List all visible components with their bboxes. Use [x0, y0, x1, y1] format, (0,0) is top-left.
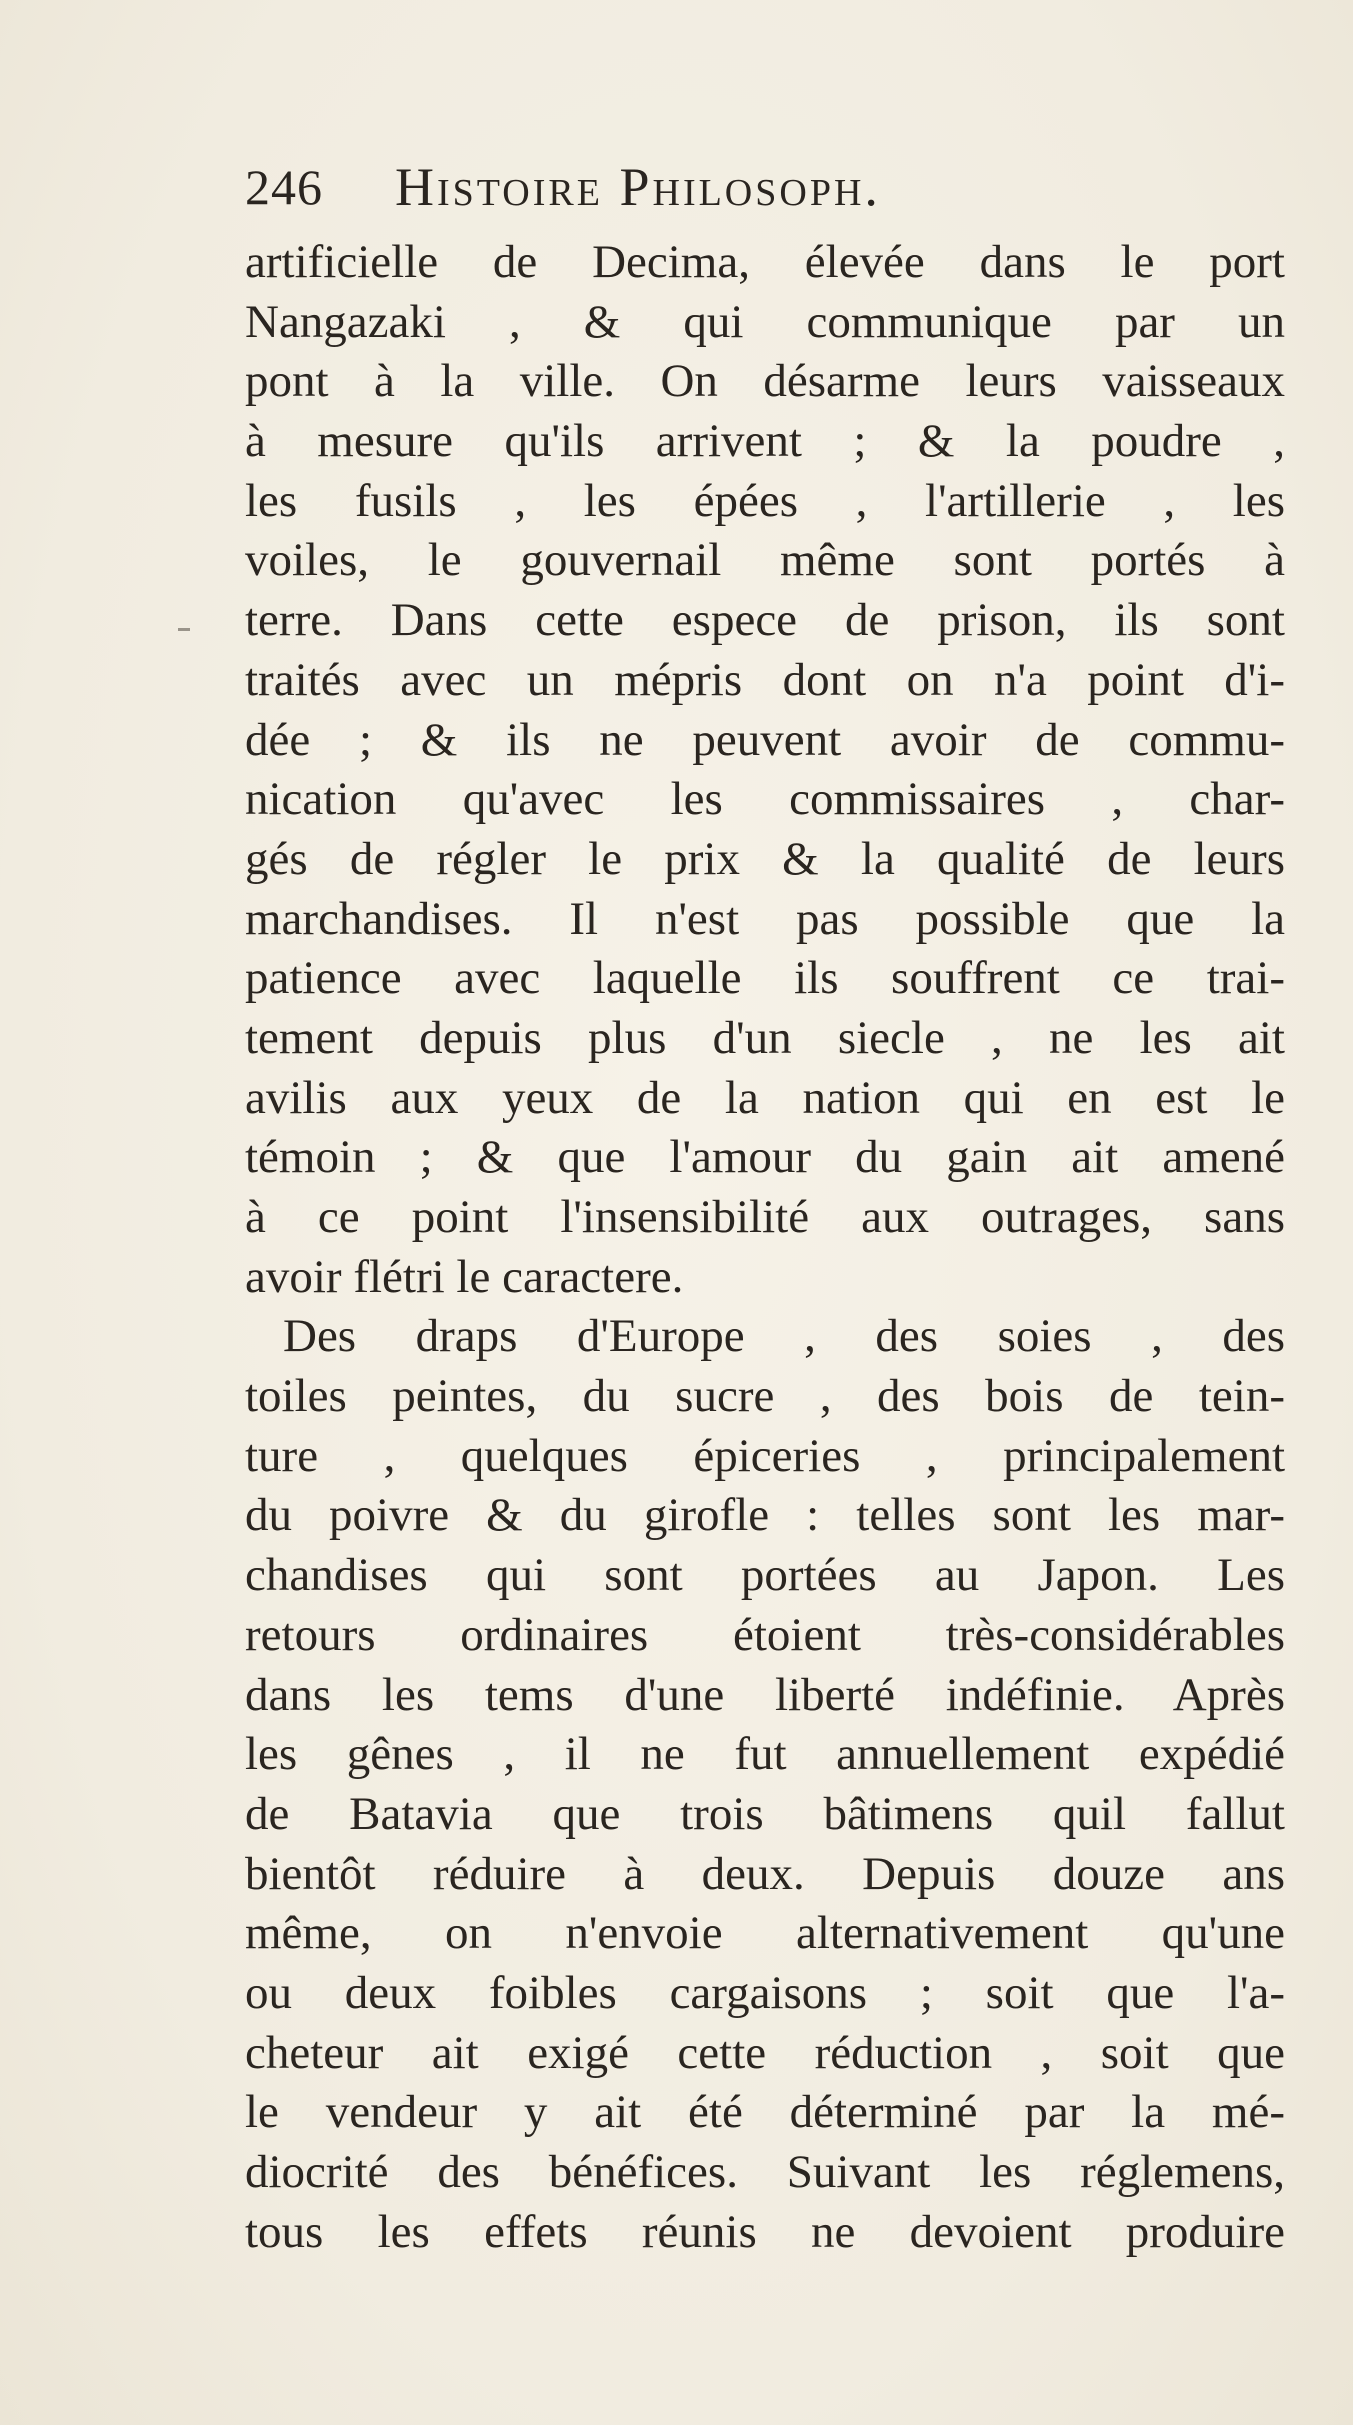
text-line: le vendeur y ait été déterminé par la mé- [245, 2086, 1285, 2139]
text-line: toiles peintes, du sucre , des bois de tein- [245, 1370, 1285, 1423]
text-line: tous les effets réunis ne devoient produire [245, 2205, 1285, 2258]
text-line: voiles, le gouvernail même sont portés à [245, 534, 1285, 587]
text-line: avilis aux yeux de la nation qui en est le [245, 1071, 1285, 1124]
text-line: artificielle de Decima, élevée dans le port [245, 236, 1285, 288]
running-head: Histoire Philosoph. [395, 157, 881, 217]
paragraph-end-line: avoir flétri le caractere. [245, 1250, 684, 1303]
text-line: à mesure qu'ils arrivent ; & la poudre , [245, 415, 1285, 468]
text-line: dée ; & ils ne peuvent avoir de commu- [245, 713, 1285, 766]
margin-mark [178, 628, 190, 631]
text-line: bientôt réduire à deux. Depuis douze ans [245, 1847, 1285, 1900]
text-line: à ce point l'insensibilité aux outrages, sans [245, 1191, 1285, 1243]
text-line: tement depuis plus d'un siecle , ne les ait [245, 1011, 1285, 1064]
text-line: retours ordinaires étoient très-considérables [245, 1608, 1285, 1661]
text-line: diocrité des bénéfices. Suivant les réglemens, [245, 2146, 1285, 2198]
text-line: pont à la ville. On désarme leurs vaisseaux [245, 355, 1285, 408]
text-line: les fusils , les épées , l'artillerie , les [245, 474, 1285, 527]
page-number: 246 [245, 159, 323, 215]
text-line: patience avec laquelle ils souffrent ce trai- [245, 952, 1285, 1005]
text-line: marchandises. Il n'est pas possible que la [245, 892, 1285, 945]
text-line: de Batavia que trois bâtimens quil fallut [245, 1787, 1285, 1840]
page-header [245, 150, 1285, 222]
text-line: témoin ; & que l'amour du gain ait amené [245, 1131, 1285, 1184]
text-line: du poivre & du girofle : telles sont les mar- [245, 1489, 1285, 1542]
text-line: gés de régler le prix & la qualité de leurs [245, 832, 1285, 885]
text-line: les gênes , il ne fut annuellement expédié [245, 1728, 1285, 1781]
text-line: nication qu'avec les commissaires , char- [245, 773, 1285, 826]
body-text [245, 233, 1285, 2262]
text-line: terre. Dans cette espece de prison, ils sont [245, 594, 1285, 647]
text-line: Nangazaki , & qui communique par un [245, 295, 1285, 348]
text-line: dans les tems d'une liberté indéfinie. Après [245, 1668, 1285, 1721]
text-line: ture , quelques épiceries , principalement [245, 1429, 1285, 1482]
text-line: ou deux foibles cargaisons ; soit que l'a- [245, 1966, 1285, 2019]
text-line: même, on n'envoie alternativement qu'une [245, 1907, 1285, 1960]
text-line: traités avec un mépris dont on n'a point d'i- [245, 653, 1285, 706]
text-line: chandises qui sont portées au Japon. Les [245, 1549, 1285, 1602]
paragraph-start-line: Des draps d'Europe , des soies , des [283, 1310, 1285, 1363]
text-line: cheteur ait exigé cette réduction , soit que [245, 2026, 1285, 2079]
